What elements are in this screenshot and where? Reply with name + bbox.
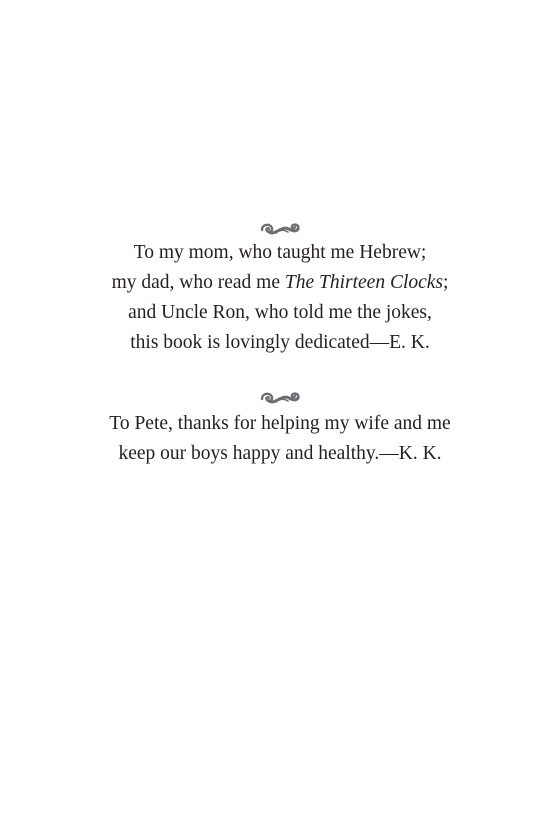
flourish-ornament-icon bbox=[258, 220, 302, 238]
dedication-line: To my mom, who taught me Hebrew; bbox=[133, 242, 427, 263]
book-title: The Thirteen Clocks bbox=[284, 272, 444, 293]
dedication-text: my dad, who read me bbox=[111, 272, 285, 293]
dedication-line: To Pete, thanks for helping my wife and me bbox=[109, 413, 451, 434]
dedication-illustrator bbox=[0, 409, 560, 469]
flourish-ornament-icon bbox=[258, 389, 302, 407]
dedication-authors bbox=[0, 238, 560, 358]
dedication-line: and Uncle Ron, who told me the jokes, bbox=[128, 302, 432, 323]
dedication-line: this book is lovingly dedicated—E. K. bbox=[130, 332, 430, 353]
dedication-punctuation: ; bbox=[443, 272, 449, 293]
dedication-line bbox=[0, 268, 560, 298]
dedication-line: keep our boys happy and healthy.—K. K. bbox=[118, 443, 442, 464]
